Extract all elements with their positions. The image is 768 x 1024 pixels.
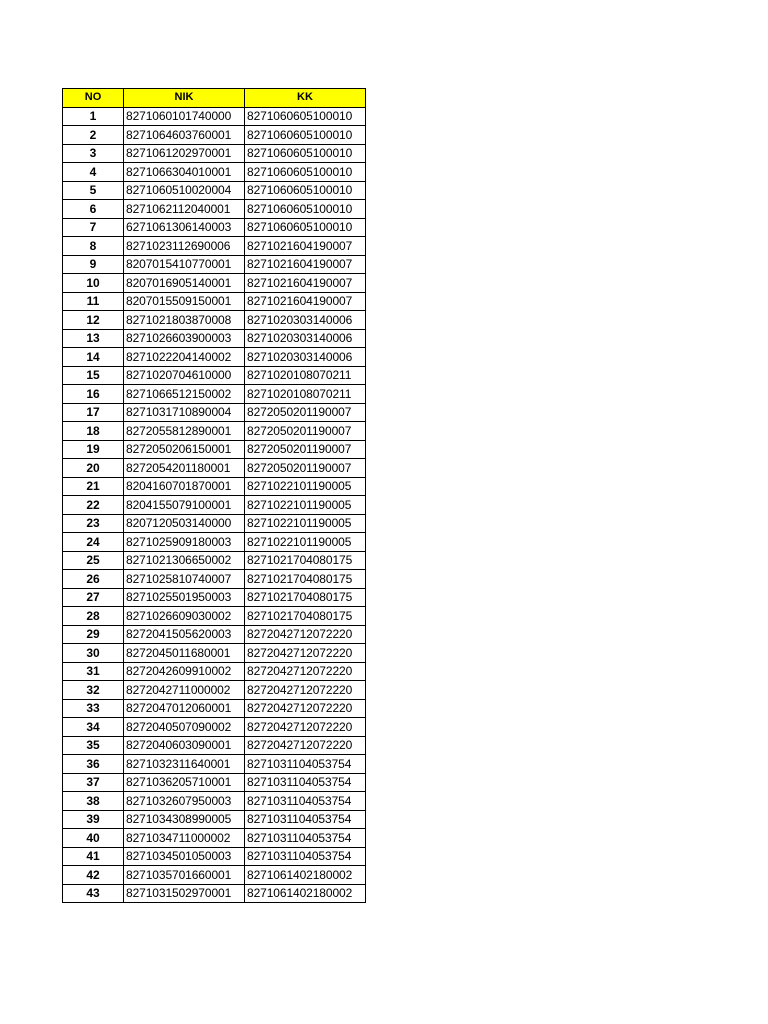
cell-nik: 6271061306140003 [124, 218, 245, 237]
header-row [63, 89, 366, 108]
cell-no: 7 [63, 218, 124, 237]
cell-kk: 8272042712072220 [245, 644, 366, 663]
cell-nik: 8271025810740007 [124, 570, 245, 589]
cell-nik: 8204160701870001 [124, 477, 245, 496]
cell-no: 32 [63, 681, 124, 700]
cell-nik: 8271022204140002 [124, 348, 245, 367]
cell-kk: 8271021604190007 [245, 255, 366, 274]
table-row [63, 237, 366, 256]
cell-kk: 8271021704080175 [245, 570, 366, 589]
cell-nik: 8271031502970001 [124, 884, 245, 903]
cell-nik: 8271023112690006 [124, 237, 245, 256]
table-row [63, 829, 366, 848]
table-row [63, 496, 366, 515]
table-row [63, 607, 366, 626]
cell-nik: 8271032311640001 [124, 755, 245, 774]
cell-no: 19 [63, 440, 124, 459]
cell-kk: 8272042712072220 [245, 699, 366, 718]
cell-kk: 8271022101190005 [245, 477, 366, 496]
cell-no: 16 [63, 385, 124, 404]
table-row [63, 126, 366, 145]
cell-kk: 8272050201190007 [245, 459, 366, 478]
table-row [63, 292, 366, 311]
table-row [63, 422, 366, 441]
cell-kk: 8271020108070211 [245, 385, 366, 404]
cell-kk: 8271060605100010 [245, 144, 366, 163]
table-row [63, 218, 366, 237]
cell-nik: 8207015410770001 [124, 255, 245, 274]
cell-kk: 8272042712072220 [245, 718, 366, 737]
header-nik: NIK [124, 89, 245, 108]
cell-no: 20 [63, 459, 124, 478]
cell-kk: 8271031104053754 [245, 773, 366, 792]
cell-no: 31 [63, 662, 124, 681]
cell-no: 15 [63, 366, 124, 385]
cell-nik: 8271031710890004 [124, 403, 245, 422]
cell-nik: 8272050206150001 [124, 440, 245, 459]
data-table [62, 88, 366, 903]
table-row [63, 625, 366, 644]
cell-no: 35 [63, 736, 124, 755]
cell-kk: 8271020108070211 [245, 366, 366, 385]
cell-no: 12 [63, 311, 124, 330]
cell-no: 24 [63, 533, 124, 552]
cell-no: 42 [63, 866, 124, 885]
cell-kk: 8271031104053754 [245, 810, 366, 829]
cell-no: 34 [63, 718, 124, 737]
cell-kk: 8271020303140006 [245, 311, 366, 330]
cell-no: 14 [63, 348, 124, 367]
cell-kk: 8271031104053754 [245, 829, 366, 848]
table-row [63, 570, 366, 589]
table-row [63, 385, 366, 404]
cell-nik: 8271062112040001 [124, 200, 245, 219]
cell-kk: 8271031104053754 [245, 847, 366, 866]
table-row [63, 736, 366, 755]
cell-kk: 8271022101190005 [245, 514, 366, 533]
cell-kk: 8271021604190007 [245, 274, 366, 293]
table-row [63, 718, 366, 737]
cell-no: 18 [63, 422, 124, 441]
cell-kk: 8272042712072220 [245, 662, 366, 681]
table-row [63, 644, 366, 663]
cell-no: 8 [63, 237, 124, 256]
table-header [63, 89, 366, 108]
table-row [63, 866, 366, 885]
table-row [63, 884, 366, 903]
cell-no: 30 [63, 644, 124, 663]
cell-nik: 8271034308990005 [124, 810, 245, 829]
cell-kk: 8271021704080175 [245, 588, 366, 607]
table-row [63, 755, 366, 774]
table-row [63, 163, 366, 182]
cell-kk: 8271060605100010 [245, 163, 366, 182]
cell-nik: 8271026609030002 [124, 607, 245, 626]
cell-nik: 8271066512150002 [124, 385, 245, 404]
cell-kk: 8271060605100010 [245, 126, 366, 145]
cell-kk: 8271021604190007 [245, 237, 366, 256]
cell-nik: 8272055812890001 [124, 422, 245, 441]
cell-no: 2 [63, 126, 124, 145]
cell-no: 3 [63, 144, 124, 163]
cell-kk: 8271031104053754 [245, 755, 366, 774]
table-row [63, 348, 366, 367]
cell-nik: 8271034711000002 [124, 829, 245, 848]
cell-nik: 8207015509150001 [124, 292, 245, 311]
cell-no: 29 [63, 625, 124, 644]
cell-nik: 8271032607950003 [124, 792, 245, 811]
cell-no: 13 [63, 329, 124, 348]
cell-kk: 8271061402180002 [245, 884, 366, 903]
table-row [63, 459, 366, 478]
cell-nik: 8271036205710001 [124, 773, 245, 792]
cell-kk: 8271060605100010 [245, 218, 366, 237]
cell-no: 23 [63, 514, 124, 533]
table-row [63, 810, 366, 829]
cell-kk: 8271031104053754 [245, 792, 366, 811]
cell-nik: 8204155079100001 [124, 496, 245, 515]
table-row [63, 311, 366, 330]
cell-no: 26 [63, 570, 124, 589]
cell-no: 1 [63, 107, 124, 126]
cell-nik: 8207120503140000 [124, 514, 245, 533]
cell-kk: 8271022101190005 [245, 496, 366, 515]
table-row [63, 200, 366, 219]
cell-nik: 8271035701660001 [124, 866, 245, 885]
cell-no: 37 [63, 773, 124, 792]
cell-nik: 8271066304010001 [124, 163, 245, 182]
cell-no: 21 [63, 477, 124, 496]
cell-nik: 8271034501050003 [124, 847, 245, 866]
cell-no: 38 [63, 792, 124, 811]
table-row [63, 792, 366, 811]
cell-nik: 8271021803870008 [124, 311, 245, 330]
cell-nik: 8271025909180003 [124, 533, 245, 552]
cell-nik: 8271020704610000 [124, 366, 245, 385]
cell-no: 4 [63, 163, 124, 182]
cell-kk: 8272050201190007 [245, 440, 366, 459]
table-row [63, 477, 366, 496]
cell-kk: 8271022101190005 [245, 533, 366, 552]
cell-no: 40 [63, 829, 124, 848]
cell-kk: 8272042712072220 [245, 625, 366, 644]
cell-nik: 8271026603900003 [124, 329, 245, 348]
cell-nik: 8272041505620003 [124, 625, 245, 644]
table-body [63, 107, 366, 903]
cell-no: 11 [63, 292, 124, 311]
cell-nik: 8272042711000002 [124, 681, 245, 700]
cell-kk: 8272050201190007 [245, 403, 366, 422]
table-row [63, 440, 366, 459]
cell-kk: 8271060605100010 [245, 181, 366, 200]
cell-no: 22 [63, 496, 124, 515]
header-kk: KK [245, 89, 366, 108]
table-row [63, 773, 366, 792]
cell-no: 17 [63, 403, 124, 422]
cell-no: 33 [63, 699, 124, 718]
cell-kk: 8272042712072220 [245, 736, 366, 755]
header-no: NO [63, 89, 124, 108]
cell-no: 43 [63, 884, 124, 903]
cell-nik: 8272047012060001 [124, 699, 245, 718]
cell-kk: 8271020303140006 [245, 329, 366, 348]
table-row [63, 514, 366, 533]
cell-nik: 8272045011680001 [124, 644, 245, 663]
cell-no: 39 [63, 810, 124, 829]
table-row [63, 274, 366, 293]
cell-nik: 8272040507090002 [124, 718, 245, 737]
table-row [63, 366, 366, 385]
cell-kk: 8272050201190007 [245, 422, 366, 441]
cell-no: 36 [63, 755, 124, 774]
cell-no: 9 [63, 255, 124, 274]
cell-kk: 8271021604190007 [245, 292, 366, 311]
table-row [63, 181, 366, 200]
cell-kk: 8271021704080175 [245, 607, 366, 626]
table-row [63, 329, 366, 348]
table-row [63, 588, 366, 607]
table-row [63, 847, 366, 866]
table-row [63, 533, 366, 552]
cell-kk: 8271020303140006 [245, 348, 366, 367]
cell-kk: 8271060605100010 [245, 107, 366, 126]
cell-kk: 8271060605100010 [245, 200, 366, 219]
table-row [63, 107, 366, 126]
cell-nik: 8207016905140001 [124, 274, 245, 293]
cell-nik: 8271060510020004 [124, 181, 245, 200]
cell-no: 27 [63, 588, 124, 607]
cell-nik: 8271025501950003 [124, 588, 245, 607]
table-row [63, 144, 366, 163]
table-row [63, 662, 366, 681]
table-row [63, 681, 366, 700]
cell-nik: 8271064603760001 [124, 126, 245, 145]
table-row [63, 403, 366, 422]
cell-nik: 8271061202970001 [124, 144, 245, 163]
cell-kk: 8271061402180002 [245, 866, 366, 885]
table-row [63, 699, 366, 718]
cell-nik: 8272042609910002 [124, 662, 245, 681]
cell-no: 5 [63, 181, 124, 200]
cell-kk: 8272042712072220 [245, 681, 366, 700]
cell-no: 10 [63, 274, 124, 293]
cell-no: 6 [63, 200, 124, 219]
cell-no: 25 [63, 551, 124, 570]
cell-nik: 8272054201180001 [124, 459, 245, 478]
cell-kk: 8271021704080175 [245, 551, 366, 570]
cell-nik: 8272040603090001 [124, 736, 245, 755]
table-row [63, 551, 366, 570]
cell-nik: 8271021306650002 [124, 551, 245, 570]
cell-no: 41 [63, 847, 124, 866]
cell-no: 28 [63, 607, 124, 626]
table-row [63, 255, 366, 274]
cell-nik: 8271060101740000 [124, 107, 245, 126]
